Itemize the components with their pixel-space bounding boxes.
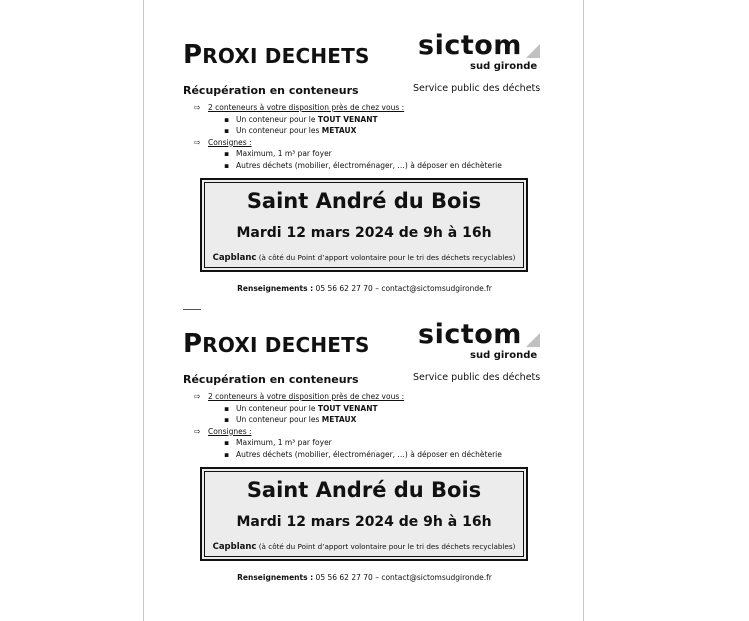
arrow-icon: ⇨	[194, 392, 201, 401]
list-item	[194, 148, 502, 160]
point-text: 2 conteneurs à votre disposition près de chez vous :	[208, 392, 405, 401]
logo-brand: sictom	[418, 319, 522, 350]
list-item	[194, 449, 502, 461]
document-page	[143, 0, 584, 621]
point-text: Consignes :	[208, 137, 252, 147]
contact-label: Renseignements :	[237, 284, 314, 293]
point-text: Consignes :	[208, 426, 252, 436]
sictom-logo	[412, 30, 542, 100]
sictom-logo	[412, 319, 542, 389]
event-box	[200, 467, 528, 561]
list-point	[194, 426, 502, 438]
location-detail: (à côté du Point d’apport volontaire pour le tri des déchets recyclables)	[256, 253, 516, 262]
list-item	[194, 114, 502, 126]
list-point	[194, 391, 502, 403]
bullet-icon: ▪	[224, 449, 230, 459]
item-text: Un conteneur pour le	[236, 114, 318, 124]
location-name: Capblanc	[212, 542, 257, 552]
flyer-subtitle: Récupération en conteneurs	[183, 84, 359, 97]
bullet-icon: ▪	[224, 403, 230, 413]
title-rest: ROXI DECHETS	[202, 333, 370, 357]
title-initial: P	[183, 40, 203, 70]
arrow-icon: ⇨	[194, 426, 201, 436]
event-place: Saint André du Bois	[246, 478, 482, 502]
item-text: Autres déchets (mobilier, électroménager, …) à déposer en déchèterie	[236, 449, 502, 459]
arrow-icon: ⇨	[194, 103, 201, 112]
bullet-icon: ▪	[224, 415, 230, 424]
logo-brand: sictom	[418, 30, 522, 61]
logo-tagline: Service public des déchets	[413, 372, 541, 383]
logo-corner-icon	[526, 44, 540, 58]
event-date: Mardi 12 mars 2024 de 9h à 16h	[236, 225, 492, 241]
contact-text: 05 56 62 27 70 – contact@sictomsudgironde.fr	[313, 573, 492, 582]
list-point	[194, 102, 502, 114]
list-item	[194, 437, 502, 449]
flyer-title	[183, 40, 370, 70]
item-text: Maximum, 1 m³ par foyer	[236, 149, 332, 158]
flyer-subtitle: Récupération en conteneurs	[183, 373, 359, 386]
title-rest: ROXI DECHETS	[202, 44, 370, 68]
list-item	[194, 403, 502, 415]
flyer-bottom	[144, 289, 585, 582]
event-date: Mardi 12 mars 2024 de 9h à 16h	[236, 514, 492, 530]
list-item	[194, 414, 502, 426]
info-list	[194, 102, 502, 171]
event-place: Saint André du Bois	[246, 189, 482, 213]
list-item	[194, 160, 502, 172]
location-name: Capblanc	[212, 253, 257, 263]
item-bold: METAUX	[321, 126, 357, 135]
contact-line	[144, 573, 585, 582]
point-text: 2 conteneurs à votre disposition près de chez vous :	[208, 103, 405, 112]
event-location	[202, 542, 526, 552]
item-bold: TOUT VENANT	[317, 403, 378, 413]
info-list	[194, 391, 502, 460]
item-bold: METAUX	[321, 415, 357, 424]
bullet-icon: ▪	[224, 126, 230, 135]
item-text: Autres déchets (mobilier, électroménager, …) à déposer en déchèterie	[236, 160, 502, 170]
arrow-icon: ⇨	[194, 137, 201, 147]
item-text: Un conteneur pour les	[236, 415, 322, 424]
event-location	[202, 253, 526, 263]
event-box	[200, 178, 528, 272]
bullet-icon: ▪	[224, 160, 230, 170]
logo-sub: sud gironde	[470, 350, 538, 361]
item-text: Un conteneur pour le	[236, 403, 318, 413]
bullet-icon: ▪	[224, 114, 230, 124]
bullet-icon: ▪	[224, 149, 230, 158]
title-initial: P	[183, 329, 203, 359]
item-text: Maximum, 1 m³ par foyer	[236, 438, 332, 447]
list-item	[194, 125, 502, 137]
location-detail: (à côté du Point d’apport volontaire pour le tri des déchets recyclables)	[256, 542, 516, 551]
flyer-title	[183, 329, 370, 359]
logo-sub: sud gironde	[470, 61, 538, 72]
item-bold: TOUT VENANT	[317, 114, 378, 124]
logo-tagline: Service public des déchets	[413, 83, 541, 94]
contact-text: 05 56 62 27 70 – contact@sictomsudgironde.fr	[313, 284, 492, 293]
logo-corner-icon	[526, 333, 540, 347]
flyer-top	[144, 0, 585, 293]
bullet-icon: ▪	[224, 438, 230, 447]
list-point	[194, 137, 502, 149]
item-text: Un conteneur pour les	[236, 126, 322, 135]
contact-label: Renseignements :	[237, 573, 314, 582]
